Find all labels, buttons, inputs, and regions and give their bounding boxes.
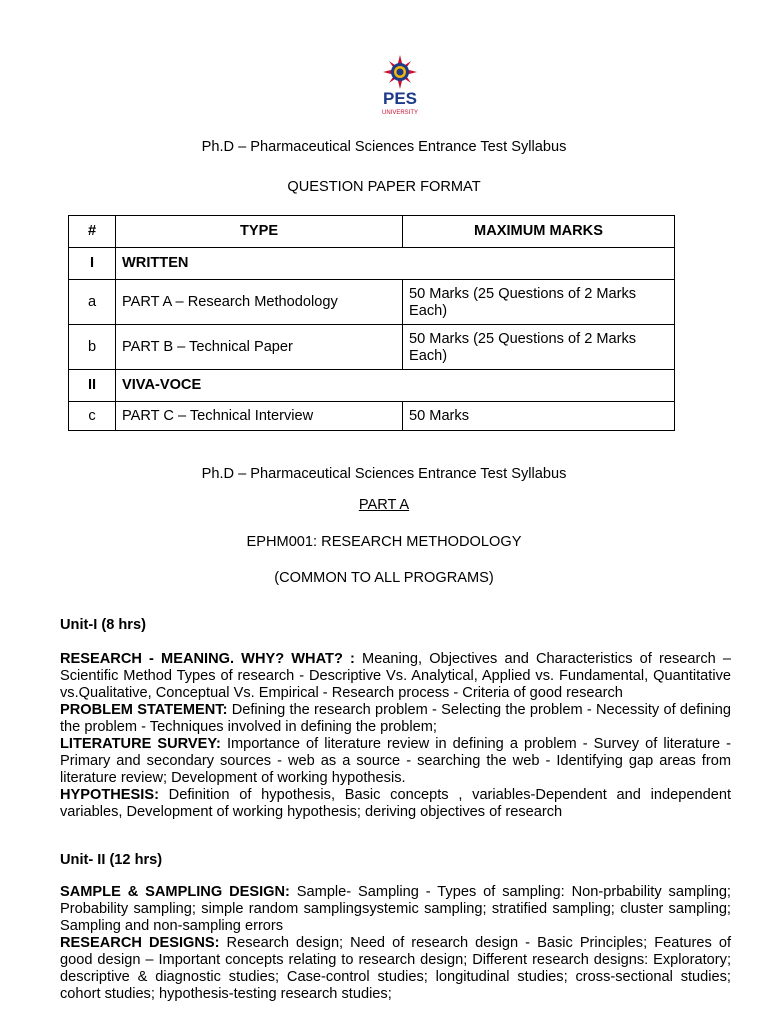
- col-header-marks: MAXIMUM MARKS: [403, 216, 675, 248]
- course-note: (COMMON TO ALL PROGRAMS): [274, 570, 494, 586]
- row-number: I: [69, 248, 116, 280]
- topic-label: RESEARCH DESIGNS:: [60, 935, 220, 951]
- col-header-number: #: [69, 216, 116, 248]
- unit-2-heading: Unit- II (12 hrs): [60, 852, 163, 868]
- table-row: [69, 280, 675, 325]
- row-number: a: [69, 280, 116, 325]
- row-type: WRITTEN: [116, 248, 675, 280]
- topic-text: Meaning, Objectives and Characteristics of research – Scientific Method Types of research - Descriptive Vs. Analytical, Applied vs. Fundamental, Quantitative vs.Qualitative, Conceptual Vs. Empirical - Research process - Criteria of good research: [60, 651, 732, 701]
- col-header-type: TYPE: [116, 216, 403, 248]
- table-row: [69, 325, 675, 370]
- course-title: EPHM001: RESEARCH METHODOLOGY: [246, 534, 522, 550]
- table-row: [69, 402, 675, 431]
- row-marks: 50 Marks (25 Questions of 2 Marks Each): [403, 325, 675, 370]
- row-type: PART C – Technical Interview: [116, 402, 403, 431]
- topic-text: Importance of literature review in defining a problem - Survey of literature - Primary and secondary sources - web as a source - searching the web - Identifying gap areas from literature review; Development of working hypothesis.: [60, 736, 732, 786]
- row-number: c: [69, 402, 116, 431]
- topic-paragraph: [60, 651, 731, 702]
- logo-subtext: UNIVERSITY: [381, 110, 419, 116]
- unit-2-content: [60, 884, 731, 1003]
- pes-university-logo: [372, 54, 428, 120]
- page-title: Ph.D – Pharmaceutical Sciences Entrance Test Syllabus: [201, 139, 567, 155]
- topic-text: Research design; Need of research design - Basic Principles; Features of good design – Important concepts relating to research design; Different research designs: Exploratory; descriptive & diagnostic studies; Case-control studies; longitudinal studies; cross-sectional studies; cohort studies; hypothesis-testing research studies;: [60, 935, 732, 1002]
- row-number: b: [69, 325, 116, 370]
- topic-text: Sample- Sampling - Types of sampling: Non-prbability sampling; Probability sampling; simple random samplingsystemic sampling; stratified sampling; cluster sampling; Sampling and non-sampling errors: [60, 884, 731, 934]
- part-heading: PART A: [358, 497, 410, 513]
- logo-text: PES: [382, 89, 418, 108]
- table-row: [69, 248, 675, 280]
- topic-label: LITERATURE SURVEY:: [60, 736, 221, 752]
- row-type: PART B – Technical Paper: [116, 325, 403, 370]
- format-title: QUESTION PAPER FORMAT: [287, 179, 481, 195]
- row-marks: 50 Marks (25 Questions of 2 Marks Each): [403, 280, 675, 325]
- question-paper-table: [68, 215, 675, 431]
- topic-paragraph: [60, 787, 731, 821]
- unit-1-content: [60, 651, 731, 821]
- unit-1-heading: Unit-I (8 hrs): [60, 617, 146, 633]
- topic-paragraph: [60, 702, 731, 736]
- topic-paragraph: [60, 935, 731, 1003]
- row-number: II: [69, 370, 116, 402]
- topic-label: PROBLEM STATEMENT:: [60, 702, 228, 718]
- syllabus-title: Ph.D – Pharmaceutical Sciences Entrance Test Syllabus: [201, 466, 567, 482]
- topic-text: Definition of hypothesis, Basic concepts , variables-Dependent and independent variables, Development of working hypothesis; deriving objectives of research: [60, 787, 731, 820]
- table-row: [69, 370, 675, 402]
- row-type: PART A – Research Methodology: [116, 280, 403, 325]
- topic-text: Defining the research problem - Selecting the problem - Necessity of defining the problem - Techniques involved in defining the problem;: [60, 702, 731, 735]
- topic-label: HYPOTHESIS:: [60, 787, 159, 803]
- row-type: VIVA-VOCE: [116, 370, 675, 402]
- topic-paragraph: [60, 736, 731, 787]
- row-marks: 50 Marks: [403, 402, 675, 431]
- topic-label: SAMPLE & SAMPLING DESIGN:: [60, 884, 290, 900]
- topic-label: RESEARCH - MEANING. WHY? WHAT? :: [60, 651, 355, 667]
- topic-paragraph: [60, 884, 731, 935]
- table-header-row: [69, 216, 675, 248]
